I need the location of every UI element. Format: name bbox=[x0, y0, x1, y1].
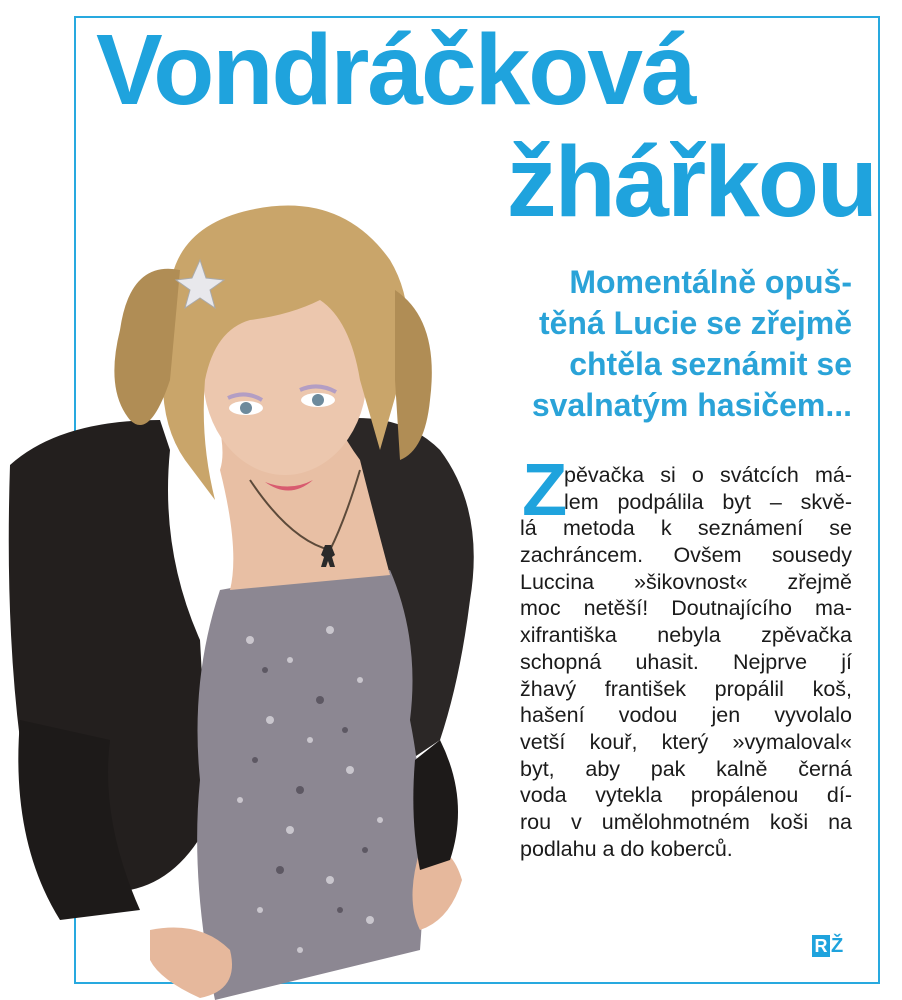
subheadline-line: Momentálně opuš- bbox=[569, 264, 852, 300]
body-line: moc netěší! Doutnajícího ma- bbox=[520, 596, 852, 621]
body-line: hašení vodou jen vyvolalo bbox=[520, 703, 852, 728]
headline-line-2: žhářkou bbox=[506, 126, 876, 238]
body-line: pěvačka si o svátcích má- bbox=[564, 463, 852, 487]
subheadline-line: chtěla seznámit se bbox=[569, 346, 852, 382]
body-line: voda vytekla propálenou dí- bbox=[520, 783, 852, 808]
body-line: byt, aby pak kalně černá bbox=[520, 756, 852, 781]
subheadline-line: těná Lucie se zřejmě bbox=[538, 305, 852, 341]
body-line: Luccina »šikovnost« zřejmě bbox=[520, 569, 852, 594]
author-initial: Ž bbox=[831, 935, 844, 957]
article-body bbox=[520, 462, 852, 862]
body-line: zachráncem. Ovšem sousedy bbox=[520, 543, 852, 568]
body-line: xifrantiška nebyla zpěvačka bbox=[520, 623, 852, 648]
body-line: podlahu a do koberců. bbox=[520, 836, 733, 861]
body-line: lem podpálila byt – skvě- bbox=[564, 489, 852, 514]
body-line: žhavý františek propálil koš, bbox=[520, 676, 852, 701]
author-initials bbox=[812, 935, 843, 957]
author-initial-box: R bbox=[812, 935, 830, 957]
subheadline bbox=[432, 262, 852, 426]
singer-photo bbox=[0, 120, 520, 1000]
body-line: rou v umělohmotném koši na bbox=[520, 809, 852, 834]
subheadline-line: svalnatým hasičem... bbox=[531, 387, 852, 423]
headline-line-1: Vondráčková bbox=[96, 14, 695, 126]
body-line: lá metoda k seznámení se bbox=[520, 516, 852, 541]
body-line: schopná uhasit. Nejprve jí bbox=[520, 649, 852, 674]
drop-cap: Z bbox=[522, 448, 568, 531]
body-line: vetší kouř, který »vymaloval« bbox=[520, 729, 852, 754]
sequin-top bbox=[197, 570, 423, 1000]
